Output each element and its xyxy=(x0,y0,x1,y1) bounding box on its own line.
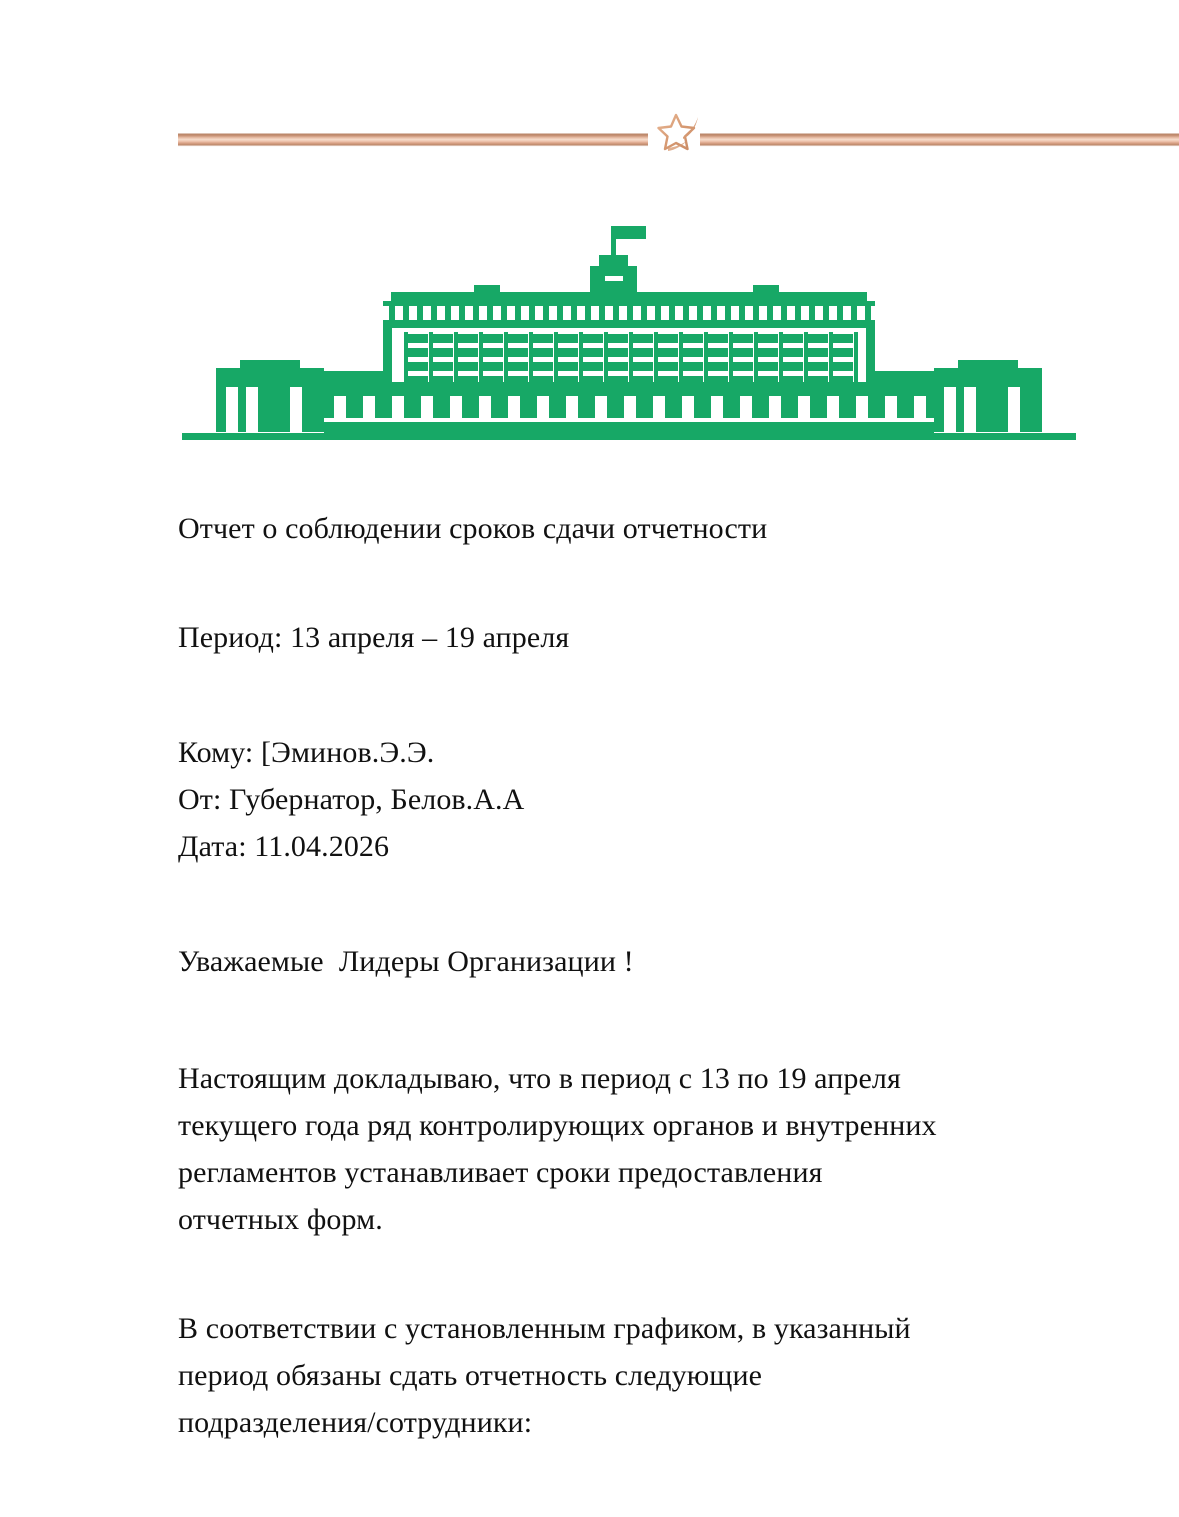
header-ornament-band xyxy=(0,118,1179,162)
report-period: Период: 13 апреля – 19 апреля xyxy=(178,621,570,654)
paragraph-one-line-4: отчетных форм. xyxy=(178,1203,383,1236)
paragraph-one-line-3: регламентов устанавливает сроки предоставления xyxy=(178,1156,823,1189)
meta-recipient: Кому: [Эминов.Э.Э. xyxy=(178,736,435,769)
paragraph-one-line-1: Настоящим докладываю, что в период с 13 по 19 апреля xyxy=(178,1062,901,1095)
paragraph-two-line-3: подразделения/сотрудники: xyxy=(178,1406,533,1439)
meta-date: Дата: 11.04.2026 xyxy=(178,830,390,863)
letter-meta-block xyxy=(178,729,1038,870)
government-building-illustration xyxy=(178,222,1080,440)
shooting-star-icon xyxy=(652,105,712,161)
header-rule-left xyxy=(178,132,648,147)
paragraph-one-line-2: текущего года ряд контролирующих органов и внутренних xyxy=(178,1109,937,1142)
page-title: Отчет о соблюдении сроков сдачи отчетности xyxy=(178,512,768,545)
salutation: Уважаемые Лидеры Организации ! xyxy=(178,945,634,978)
document-body xyxy=(178,505,1038,1508)
paragraph-two xyxy=(178,1305,1038,1446)
meta-sender: От: Губернатор, Белов.А.А xyxy=(178,783,525,816)
paragraph-two-line-2: период обязаны сдать отчетность следующие xyxy=(178,1359,763,1392)
paragraph-one xyxy=(178,1055,1038,1243)
header-rule-right xyxy=(700,132,1179,147)
paragraph-two-line-1: В соответствии с установленным графиком, в указанный xyxy=(178,1312,911,1345)
